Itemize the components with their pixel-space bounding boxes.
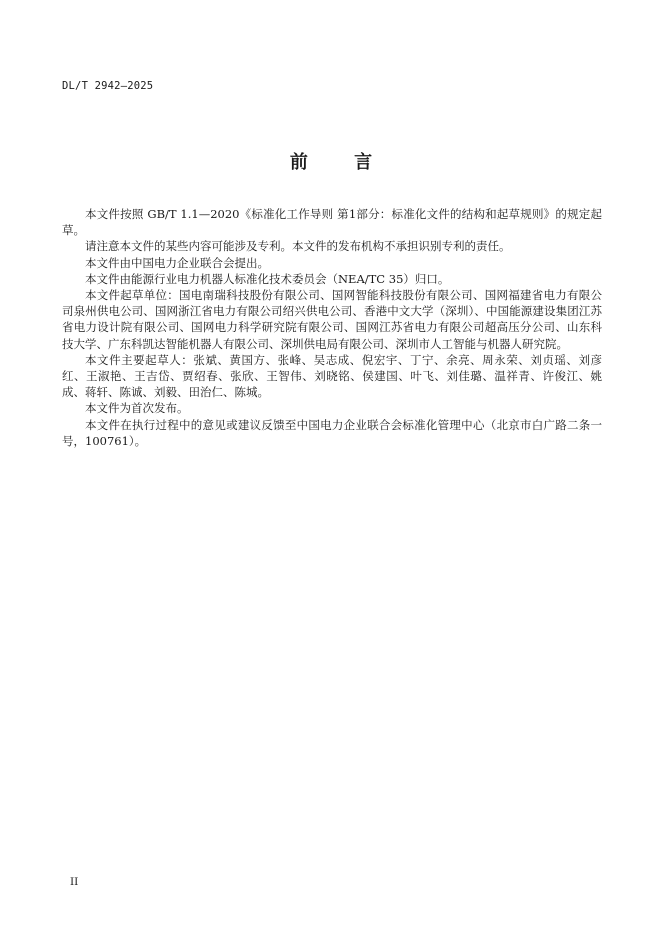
paragraph-centralized-by: 本文件由能源行业电力机器人标准化技术委员会（NEA/TC 35）归口。 [85,271,450,286]
foreword-body [62,206,602,449]
document-code: DL/T 2942—2025 [62,80,154,92]
paragraph-feedback: 本文件在执行过程中的意见或建议反馈至中国电力企业联合会标准化管理中心（北京市白广路二条一号，100761）。 [62,417,602,448]
paragraph-patent-notice: 请注意本文件的某些内容可能涉及专利。本文件的发布机构不承担识别专利的责任。 [85,239,511,254]
paragraph-first-release: 本文件为首次发布。 [85,401,189,416]
paragraph-main-drafters: 本文件主要起草人：张斌、黄国方、张峰、吴志成、倪宏宇、丁宁、余亮、周永荣、刘贞瑶、刘彦红、王淑艳、王吉岱、贾绍春、张欣、王智伟、刘晓铭、侯建国、叶飞、刘佳璐、温祥青、许俊江、姚成、蒋轩、陈诚、刘毅、田治仁、陈城。 [62,352,602,400]
paragraph-drafting-units: 本文件起草单位：国电南瑞科技股份有限公司、国网智能科技股份有限公司、国网福建省电力有限公司泉州供电公司、国网浙江省电力有限公司绍兴供电公司、香港中文大学（深圳）、中国能源建设集团江苏省电力设计院有限公司、国网电力科学研究院有限公司、国网江苏省电力有限公司超高压分公司、山东科技大学、广东科凯达智能机器人有限公司、深圳供电局有限公司、深圳市人工智能与机器人研究院。 [62,288,602,351]
paragraph-drafting-rules: 本文件按照 GB/T 1.1—2020《标准化工作导则 第1部分：标准化文件的结构和起草规则》的规定起草。 [62,207,602,238]
paragraph-proposed-by: 本文件由中国电力企业联合会提出。 [85,255,269,270]
page-number: II [70,876,79,888]
page-title: 前 言 [289,152,393,173]
